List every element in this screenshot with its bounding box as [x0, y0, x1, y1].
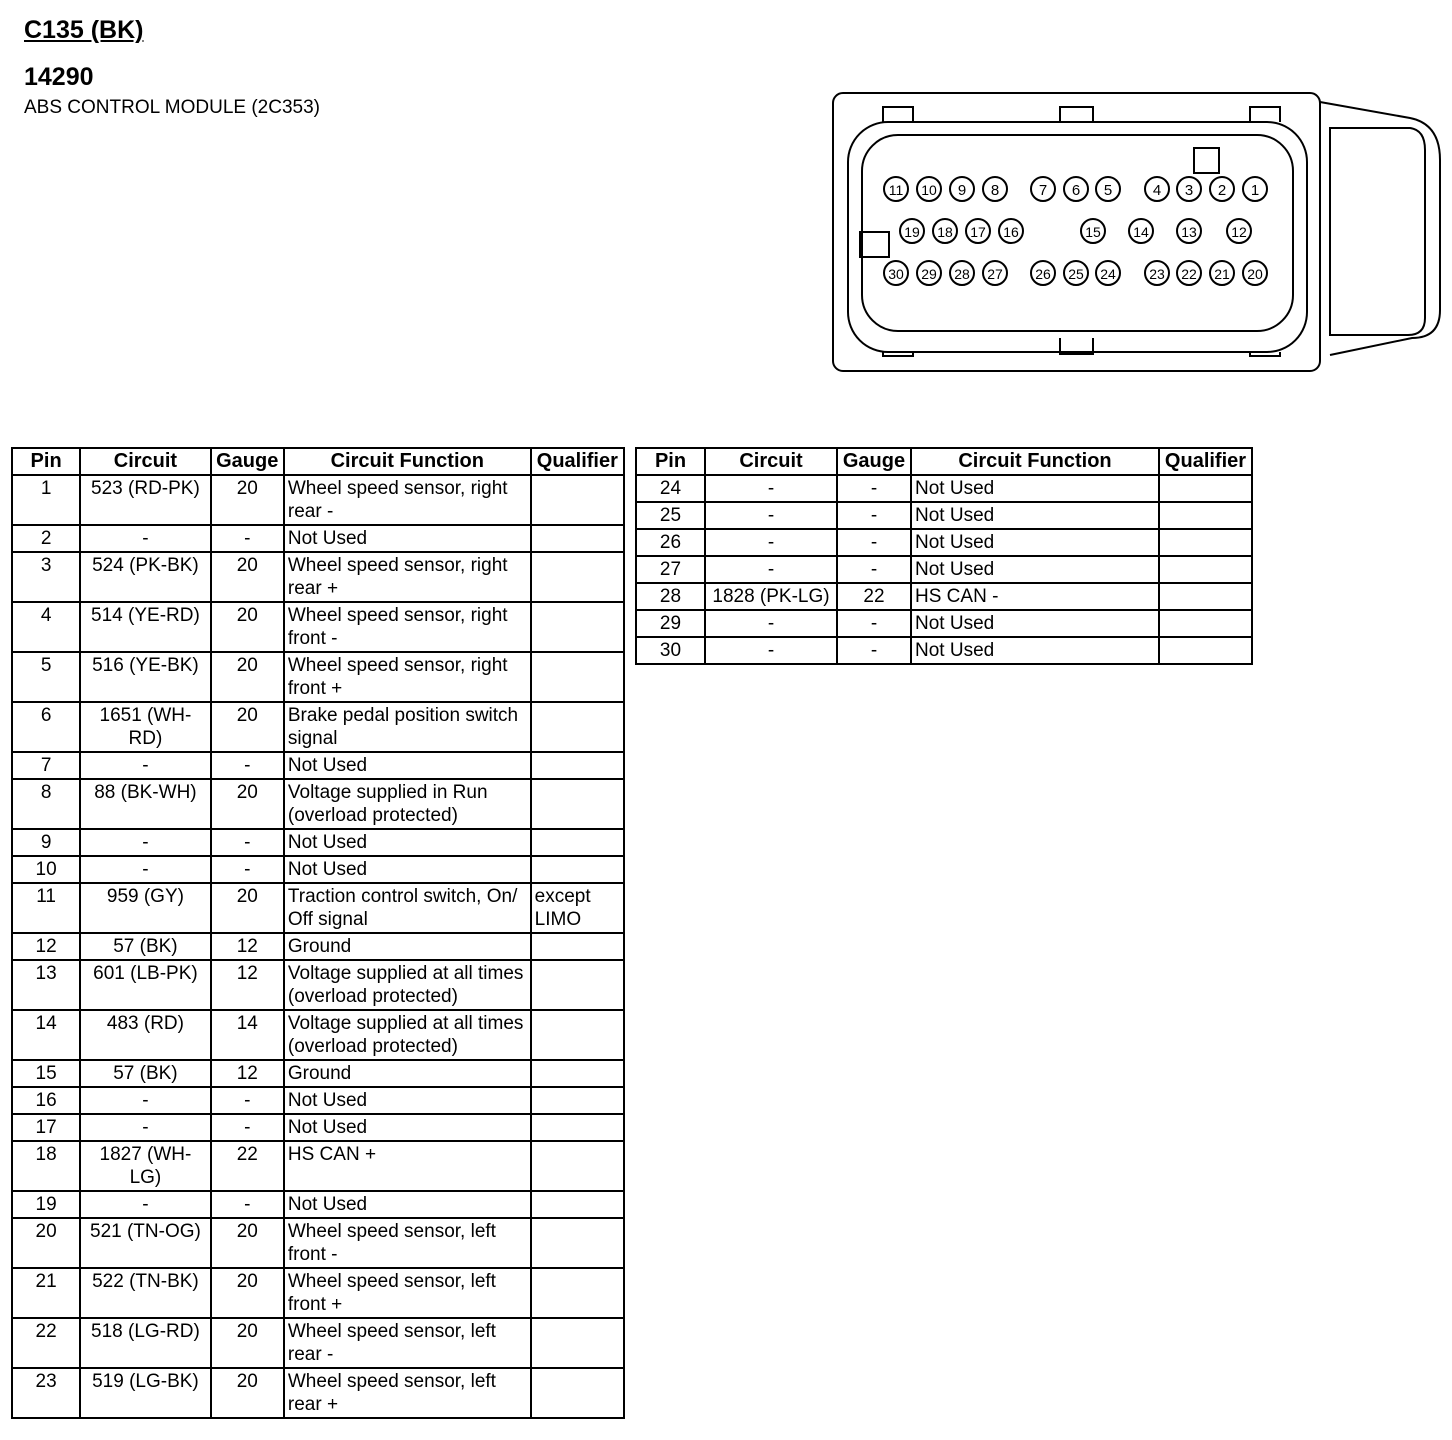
table-row	[12, 856, 624, 883]
cell-circuit: 519 (LG-BK)	[80, 1368, 210, 1418]
cell-qualifier	[1159, 610, 1252, 637]
cell-gauge: 20	[211, 475, 284, 525]
table-row	[12, 1060, 624, 1087]
cell-circuit-function: Wheel speed sensor, left front -	[284, 1218, 531, 1268]
connector-title: C135 (BK)	[24, 16, 144, 44]
pin-number: 14	[1133, 224, 1149, 240]
cell-gauge: -	[211, 1114, 284, 1141]
cell-circuit: 1651 (WH-RD)	[80, 702, 210, 752]
cell-circuit-function: Not Used	[911, 556, 1159, 583]
table-row	[12, 552, 624, 602]
table-row	[12, 475, 624, 525]
pin-number: 17	[970, 224, 986, 240]
pin-cavity	[999, 219, 1023, 243]
header-circuit-function: Circuit Function	[284, 448, 531, 475]
cell-qualifier	[1159, 529, 1252, 556]
cell-circuit: -	[80, 1191, 210, 1218]
cell-circuit: -	[705, 502, 837, 529]
pin-cavity	[1031, 177, 1055, 201]
cell-pin: 6	[12, 702, 80, 752]
cell-qualifier	[531, 779, 624, 829]
pin-cavity	[1096, 261, 1120, 285]
cell-pin: 23	[12, 1368, 80, 1418]
cell-circuit: 57 (BK)	[80, 1060, 210, 1087]
cell-circuit-function: Voltage supplied in Run (overload protected)	[284, 779, 531, 829]
cell-pin: 24	[636, 475, 705, 502]
pin-number: 28	[954, 266, 970, 282]
pin-number: 26	[1035, 266, 1051, 282]
cell-circuit-function: Wheel speed sensor, left rear +	[284, 1368, 531, 1418]
cell-qualifier	[531, 525, 624, 552]
pin-number: 20	[1247, 266, 1263, 282]
table-row	[12, 1010, 624, 1060]
cell-circuit-function: Not Used	[911, 475, 1159, 502]
cell-gauge: 20	[211, 552, 284, 602]
pin-number: 29	[921, 266, 937, 282]
connector-face-diagram	[828, 88, 1448, 378]
cell-pin: 9	[12, 829, 80, 856]
table-header-row	[12, 448, 624, 475]
cell-circuit: -	[80, 525, 210, 552]
cell-pin: 11	[12, 883, 80, 933]
cell-gauge: -	[211, 752, 284, 779]
pin-cavity	[1177, 219, 1201, 243]
cell-circuit: 1827 (WH-LG)	[80, 1141, 210, 1191]
pin-cavity	[1243, 177, 1267, 201]
cell-circuit-function: HS CAN +	[284, 1141, 531, 1191]
pin-number: 15	[1085, 224, 1101, 240]
cell-qualifier: except LIMO	[531, 883, 624, 933]
cell-circuit: 959 (GY)	[80, 883, 210, 933]
pin-cavity	[1145, 261, 1169, 285]
pin-number: 7	[1038, 182, 1048, 199]
table-row	[636, 583, 1252, 610]
pin-cavity	[983, 177, 1007, 201]
pin-number: 8	[990, 182, 1000, 199]
header-circuit: Circuit	[705, 448, 837, 475]
cell-pin: 18	[12, 1141, 80, 1191]
cell-circuit-function: Ground	[284, 1060, 531, 1087]
cell-circuit: 483 (RD)	[80, 1010, 210, 1060]
table-row	[12, 752, 624, 779]
cell-circuit: 57 (BK)	[80, 933, 210, 960]
cell-circuit-function: Not Used	[284, 829, 531, 856]
cell-pin: 4	[12, 602, 80, 652]
cell-pin: 10	[12, 856, 80, 883]
table-row	[636, 475, 1252, 502]
pin-cavity	[1081, 219, 1105, 243]
pin-cavity	[884, 261, 908, 285]
pin-number: 30	[888, 266, 904, 282]
pin-number: 10	[921, 182, 937, 198]
cell-gauge: 20	[211, 1268, 284, 1318]
cell-qualifier	[531, 1218, 624, 1268]
cell-circuit-function: Not Used	[911, 529, 1159, 556]
table-row	[12, 1141, 624, 1191]
connector-latch	[1320, 102, 1440, 355]
polarization-key	[860, 232, 889, 257]
cell-circuit: 516 (YE-BK)	[80, 652, 210, 702]
pin-cavity	[1227, 219, 1251, 243]
cell-qualifier	[1159, 502, 1252, 529]
pin-cavity	[1031, 261, 1055, 285]
cell-pin: 5	[12, 652, 80, 702]
cell-pin: 13	[12, 960, 80, 1010]
cell-gauge: 22	[211, 1141, 284, 1191]
cell-gauge: -	[211, 1087, 284, 1114]
cell-circuit-function: Not Used	[911, 610, 1159, 637]
pin-number: 23	[1149, 266, 1165, 282]
cell-circuit-function: Wheel speed sensor, right front +	[284, 652, 531, 702]
cell-circuit: -	[705, 637, 837, 664]
table-row	[12, 1191, 624, 1218]
cell-circuit-function: Not Used	[911, 637, 1159, 664]
pin-number: 13	[1181, 224, 1197, 240]
pin-number: 16	[1003, 224, 1019, 240]
header-qualifier: Qualifier	[1159, 448, 1252, 475]
pin-number: 9	[957, 182, 967, 199]
pin-number: 12	[1231, 224, 1247, 240]
cell-pin: 19	[12, 1191, 80, 1218]
pinout-table-left	[11, 447, 625, 1419]
pin-cavity	[950, 261, 974, 285]
cell-circuit: 524 (PK-BK)	[80, 552, 210, 602]
table-row	[12, 960, 624, 1010]
pin-cavity	[1064, 261, 1088, 285]
cell-pin: 28	[636, 583, 705, 610]
cell-qualifier	[531, 960, 624, 1010]
header-pin: Pin	[636, 448, 705, 475]
header-qualifier: Qualifier	[531, 448, 624, 475]
cell-qualifier	[531, 602, 624, 652]
cell-qualifier	[1159, 583, 1252, 610]
pin-cavity	[966, 219, 990, 243]
table-row	[12, 1368, 624, 1418]
cell-gauge: 20	[211, 652, 284, 702]
cell-gauge: 22	[837, 583, 911, 610]
cell-circuit-function: Wheel speed sensor, right rear +	[284, 552, 531, 602]
cell-circuit: -	[705, 475, 837, 502]
cell-qualifier	[531, 1010, 624, 1060]
pin-number: 6	[1071, 182, 1081, 199]
module-name: ABS CONTROL MODULE (2C353)	[24, 97, 320, 118]
cell-qualifier	[531, 1268, 624, 1318]
cell-pin: 8	[12, 779, 80, 829]
header-gauge: Gauge	[837, 448, 911, 475]
cell-pin: 7	[12, 752, 80, 779]
pin-number: 1	[1250, 182, 1260, 199]
cell-pin: 1	[12, 475, 80, 525]
cell-qualifier	[1159, 556, 1252, 583]
cell-gauge: 20	[211, 779, 284, 829]
cell-gauge: -	[837, 637, 911, 664]
cell-gauge: 20	[211, 702, 284, 752]
pin-number: 21	[1214, 266, 1230, 282]
cell-qualifier	[531, 752, 624, 779]
pin-number: 27	[987, 266, 1003, 282]
pin-cavity	[1243, 261, 1267, 285]
pin-cavity	[917, 177, 941, 201]
cell-pin: 26	[636, 529, 705, 556]
cell-pin: 16	[12, 1087, 80, 1114]
cell-circuit-function: Brake pedal position switch signal	[284, 702, 531, 752]
cell-circuit: -	[80, 752, 210, 779]
cell-pin: 15	[12, 1060, 80, 1087]
cell-gauge: 14	[211, 1010, 284, 1060]
cell-qualifier	[531, 933, 624, 960]
cell-qualifier	[531, 552, 624, 602]
pin-cavity	[917, 261, 941, 285]
cell-circuit: -	[705, 556, 837, 583]
pin-cavity	[950, 177, 974, 201]
pin-number: 22	[1181, 266, 1197, 282]
cell-circuit-function: Traction control switch, On/ Off signal	[284, 883, 531, 933]
cell-gauge: -	[211, 1191, 284, 1218]
cell-qualifier	[531, 1060, 624, 1087]
cell-circuit: 601 (LB-PK)	[80, 960, 210, 1010]
pin-number: 25	[1068, 266, 1084, 282]
cell-gauge: -	[211, 525, 284, 552]
cell-circuit: 521 (TN-OG)	[80, 1218, 210, 1268]
cell-circuit-function: HS CAN -	[911, 583, 1159, 610]
cell-gauge: 20	[211, 602, 284, 652]
pin-cavity	[900, 219, 924, 243]
cell-gauge: 20	[211, 1218, 284, 1268]
cell-circuit: -	[80, 1114, 210, 1141]
pin-number: 19	[904, 224, 920, 240]
cell-gauge: 12	[211, 1060, 284, 1087]
cell-circuit-function: Wheel speed sensor, left front +	[284, 1268, 531, 1318]
cell-gauge: 20	[211, 883, 284, 933]
table-row	[636, 610, 1252, 637]
cell-circuit: -	[80, 829, 210, 856]
pin-cavity	[1177, 261, 1201, 285]
cell-circuit-function: Not Used	[284, 525, 531, 552]
cell-circuit-function: Wheel speed sensor, right rear -	[284, 475, 531, 525]
cell-qualifier	[531, 856, 624, 883]
table-header-row	[636, 448, 1252, 475]
cell-circuit: -	[80, 856, 210, 883]
part-number: 14290	[24, 63, 94, 91]
pin-cavity	[884, 177, 908, 201]
pin-number: 18	[937, 224, 953, 240]
pin-cavity	[1210, 261, 1234, 285]
cell-gauge: -	[837, 475, 911, 502]
cell-qualifier	[531, 702, 624, 752]
header-circuit: Circuit	[80, 448, 210, 475]
cell-qualifier	[1159, 475, 1252, 502]
cell-circuit-function: Voltage supplied at all times (overload protected)	[284, 1010, 531, 1060]
cell-qualifier	[531, 1368, 624, 1418]
cell-qualifier	[531, 1114, 624, 1141]
table-row	[12, 883, 624, 933]
cell-gauge: -	[211, 856, 284, 883]
cell-circuit-function: Wheel speed sensor, left rear -	[284, 1318, 531, 1368]
header-gauge: Gauge	[211, 448, 284, 475]
table-row	[636, 529, 1252, 556]
cell-pin: 3	[12, 552, 80, 602]
table-row	[636, 556, 1252, 583]
cell-gauge: 20	[211, 1368, 284, 1418]
table-row	[636, 637, 1252, 664]
cell-gauge: -	[211, 829, 284, 856]
cell-circuit-function: Not Used	[284, 1114, 531, 1141]
cell-circuit: 1828 (PK-LG)	[705, 583, 837, 610]
table-row	[12, 933, 624, 960]
cell-gauge: 12	[211, 933, 284, 960]
polarization-key	[1194, 148, 1219, 173]
pin-cavity	[983, 261, 1007, 285]
table-row	[12, 702, 624, 752]
cell-qualifier	[531, 1191, 624, 1218]
cell-pin: 27	[636, 556, 705, 583]
cell-qualifier	[531, 475, 624, 525]
cell-qualifier	[531, 652, 624, 702]
cell-circuit: -	[705, 529, 837, 556]
pin-cavity	[1177, 177, 1201, 201]
cell-circuit: 514 (YE-RD)	[80, 602, 210, 652]
header-pin: Pin	[12, 448, 80, 475]
cell-gauge: 12	[211, 960, 284, 1010]
cell-circuit: 522 (TN-BK)	[80, 1268, 210, 1318]
table-row	[12, 829, 624, 856]
cell-gauge: -	[837, 556, 911, 583]
table-row	[12, 1114, 624, 1141]
table-row	[12, 652, 624, 702]
table-row	[12, 525, 624, 552]
cell-gauge: -	[837, 610, 911, 637]
cell-circuit-function: Not Used	[284, 1087, 531, 1114]
cell-circuit-function: Wheel speed sensor, right front -	[284, 602, 531, 652]
cell-pin: 12	[12, 933, 80, 960]
cell-pin: 22	[12, 1318, 80, 1368]
cell-circuit: 523 (RD-PK)	[80, 475, 210, 525]
cell-qualifier	[1159, 637, 1252, 664]
pin-cavity	[1129, 219, 1153, 243]
pin-cavity	[1145, 177, 1169, 201]
cell-circuit: -	[705, 610, 837, 637]
cell-circuit: 88 (BK-WH)	[80, 779, 210, 829]
cell-qualifier	[531, 829, 624, 856]
pin-number: 24	[1100, 266, 1116, 282]
cell-pin: 29	[636, 610, 705, 637]
pin-number: 4	[1152, 182, 1162, 199]
pin-cavity	[933, 219, 957, 243]
cell-pin: 25	[636, 502, 705, 529]
pin-cavity	[1096, 177, 1120, 201]
cell-gauge: -	[837, 529, 911, 556]
cell-pin: 21	[12, 1268, 80, 1318]
cell-circuit: -	[80, 1087, 210, 1114]
cell-gauge: 20	[211, 1318, 284, 1368]
table-row	[12, 1087, 624, 1114]
table-row	[12, 1318, 624, 1368]
table-row	[636, 502, 1252, 529]
table-row	[12, 1268, 624, 1318]
table-body-right	[636, 475, 1252, 664]
cell-circuit-function: Not Used	[284, 856, 531, 883]
table-body-left	[12, 475, 624, 1418]
pin-number: 3	[1184, 182, 1194, 199]
pin-cavity	[1064, 177, 1088, 201]
pin-cavities	[884, 177, 1267, 285]
table-row	[12, 602, 624, 652]
pinout-table-right	[635, 447, 1253, 665]
cell-qualifier	[531, 1087, 624, 1114]
cell-pin: 2	[12, 525, 80, 552]
cell-pin: 20	[12, 1218, 80, 1268]
cell-pin: 14	[12, 1010, 80, 1060]
cell-gauge: -	[837, 502, 911, 529]
cell-circuit: 518 (LG-RD)	[80, 1318, 210, 1368]
pin-number: 5	[1103, 182, 1113, 199]
cell-pin: 17	[12, 1114, 80, 1141]
cell-circuit-function: Not Used	[911, 502, 1159, 529]
table-row	[12, 1218, 624, 1268]
pin-number: 2	[1217, 182, 1227, 199]
cell-circuit-function: Voltage supplied at all times (overload protected)	[284, 960, 531, 1010]
pin-number: 11	[888, 182, 904, 198]
table-row	[12, 779, 624, 829]
cell-qualifier	[531, 1141, 624, 1191]
header-circuit-function: Circuit Function	[911, 448, 1159, 475]
cell-circuit-function: Not Used	[284, 1191, 531, 1218]
pin-cavity	[1210, 177, 1234, 201]
cell-qualifier	[531, 1318, 624, 1368]
cell-pin: 30	[636, 637, 705, 664]
cell-circuit-function: Ground	[284, 933, 531, 960]
cell-circuit-function: Not Used	[284, 752, 531, 779]
